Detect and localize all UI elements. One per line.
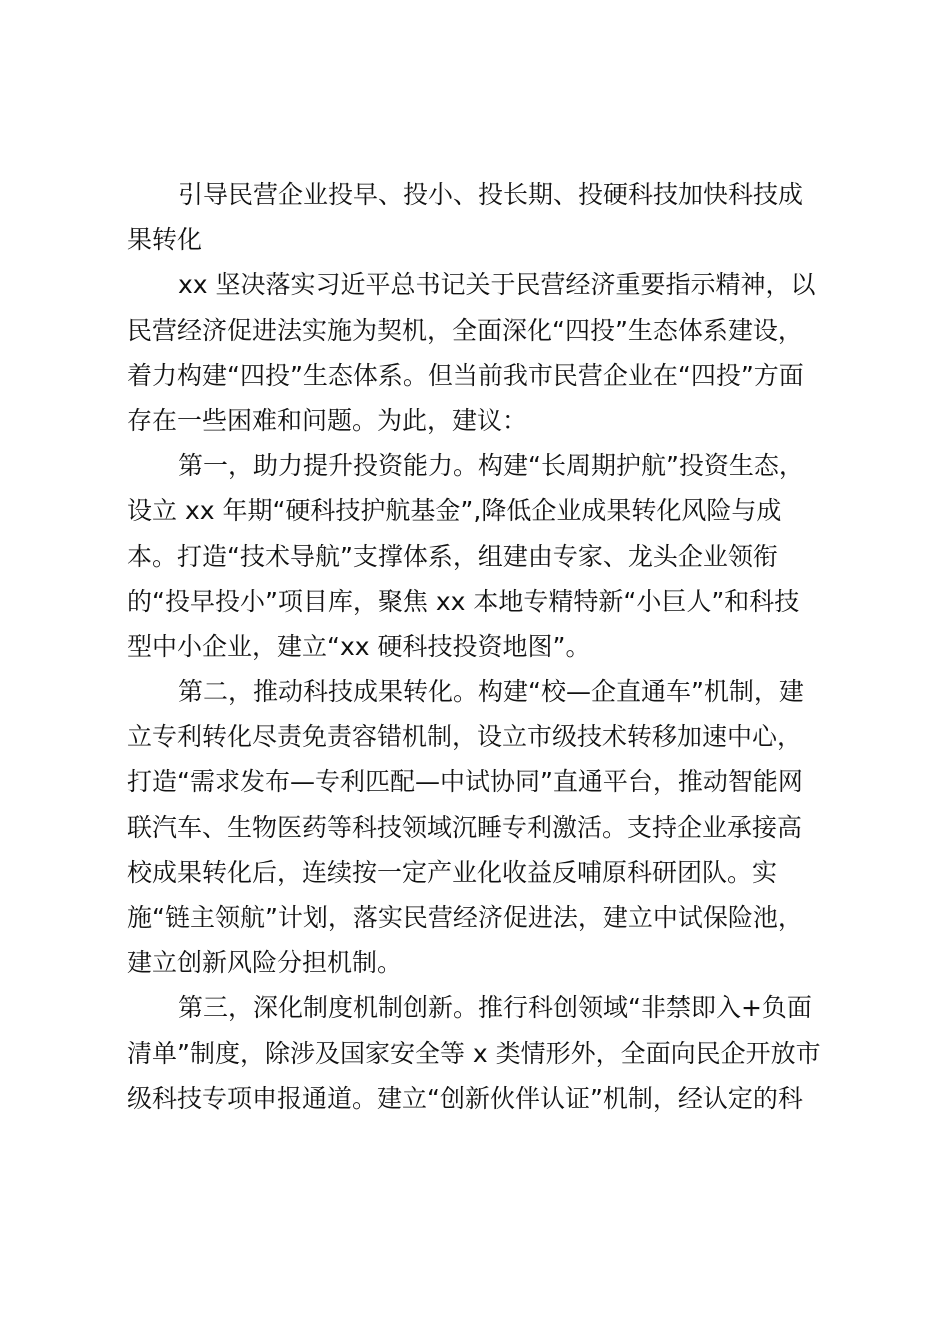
text-line: 级科技专项申报通道。建立“创新伙伴认证”机制，经认定的科 [127, 1083, 803, 1113]
text-line: 民营经济促进法实施为契机，全面深化“四投”生态体系建设， [127, 315, 803, 345]
text-line: 第一，助力提升投资能力。构建“长周期护航”投资生态， [178, 451, 804, 481]
text-line: 的“投早投小”项目库，聚焦 xx 本地专精特新“小巨人”和科技 [127, 586, 800, 616]
text-line: 联汽车、生物医药等科技领域沉睡专利激活。支持企业承接高 [127, 812, 803, 842]
point-two-paragraph [127, 669, 837, 985]
text-line: 本。打造“技术导航”支撑体系，组建由专家、龙头企业领衔 [127, 541, 778, 571]
heading-paragraph [127, 172, 837, 262]
point-three-paragraph [127, 985, 837, 1121]
text-line: 型中小企业，建立“xx 硬科技投资地图”。 [127, 631, 591, 661]
text-line: 施“链主领航”计划，落实民营经济促进法，建立中试保险池， [127, 903, 803, 932]
text-line: 立专利转化尽责免责容错机制，设立市级技术转移加速中心， [127, 722, 803, 752]
text-line: 校成果转化后，连续按一定产业化收益反哺原科研团队。实 [127, 857, 778, 887]
text-line: 第二，推动科技成果转化。构建“校—企直通车”机制，建 [178, 677, 804, 707]
text-line: 建立创新风险分担机制。 [127, 948, 403, 978]
text-line: 存在一些困难和问题。为此，建议： [127, 405, 528, 435]
text-line: xx 坚决落实习近平总书记关于民营经济重要指示精神，以 [178, 270, 816, 300]
text-line: 清单”制度，除涉及国家安全等 x 类情形外，全面向民企开放市 [127, 1038, 821, 1068]
point-one-paragraph [127, 443, 837, 669]
text-line: 第三，深化制度机制创新。推行科创领域“非禁即入+负面 [178, 993, 812, 1023]
text-line: 果转化 [127, 225, 203, 255]
text-line: 引导民营企业投早、投小、投长期、投硬科技加快科技成 [178, 180, 804, 209]
document-body [127, 172, 837, 1121]
text-line: 着力构建“四投”生态体系。但当前我市民营企业在“四投”方面 [127, 360, 804, 390]
text-line: 打造“需求发布—专利匹配—中试协同”直通平台，推动智能网 [127, 767, 803, 797]
intro-paragraph [127, 262, 837, 443]
text-line: 设立 xx 年期“硬科技护航基金”,降低企业成果转化风险与成 [127, 496, 782, 526]
